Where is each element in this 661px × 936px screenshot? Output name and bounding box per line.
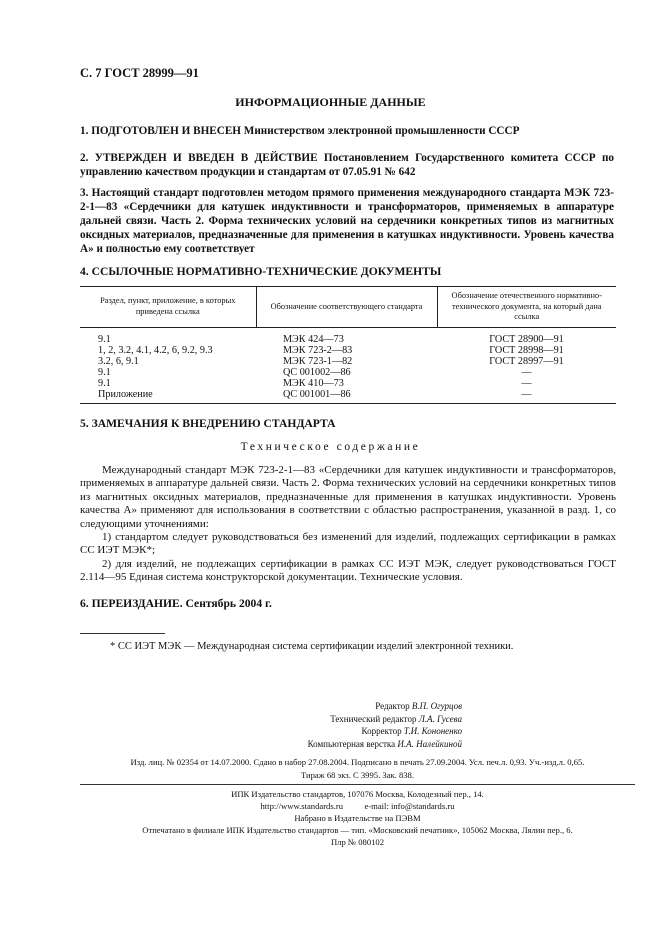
item-number: 5.	[80, 417, 89, 430]
credits-block	[200, 700, 462, 750]
page-header: С. 7 ГОСТ 28999—91	[80, 66, 199, 80]
item-number: 3.	[80, 187, 89, 199]
credit-line	[200, 713, 462, 726]
item-lead: ПОДГОТОВЛЕН И ВНЕСЕН	[91, 125, 241, 137]
column-header: Раздел, пункт, приложение, в которых приведена ссылка	[80, 287, 256, 328]
table-row	[80, 345, 616, 356]
info-item-1	[80, 124, 614, 138]
table-cell: —	[521, 377, 532, 389]
tech-content-title: Техническое содержание	[240, 441, 421, 453]
table-cell: МЭК 424—73	[283, 333, 344, 345]
credit-role: Компьютерная верстка	[307, 738, 396, 749]
imprint-divider	[80, 784, 635, 785]
item-number: 6.	[80, 597, 89, 610]
credit-line	[200, 700, 462, 713]
imprint-line: Изд. лиц. № 02354 от 14.07.2000. Сдано в набор 27.08.2004. Подписано в печать 27.09.2004. Усл. печ.л. 0,93. Уч.-изд.л. 0,65.	[130, 757, 585, 767]
item-text: Сентябрь 2004 г.	[185, 597, 272, 610]
credit-line	[200, 738, 462, 751]
table-row	[80, 378, 616, 389]
credit-name: И.А. Налейкиной	[397, 738, 462, 749]
table-row	[80, 389, 616, 404]
table-cell: 9.1	[98, 377, 111, 389]
publisher-line: ИПК Издательство стандартов, 107076 Москва, Колодезный пер., 14.	[231, 789, 484, 799]
paragraph: Международный стандарт МЭК 723-2-1—83 «Сердечники для катушек индуктивности и трансформаторов, применяемых в аппаратуре дальней связи. Часть 2. Форма технических условий на сердечники конкретных типов из магнитных оксидных материалов, предназначенные для применения в катушках индуктивности. Уровень качества А» применяют для использования в соответствии с областью распространения, указанной в разд. 1, со следующими уточнениями:	[80, 464, 616, 530]
paragraph: 1) стандартом следует руководствоваться без изменений для изделий, подлежащих сертификации в рамках СС ИЭТ МЭК*;	[80, 531, 616, 557]
table-row	[80, 327, 616, 345]
credit-role: Редактор	[375, 701, 410, 711]
footnote-divider	[80, 633, 165, 634]
info-item-4	[80, 265, 614, 279]
item-text: Министерством электронной промышленности СССР	[243, 125, 520, 137]
table-row	[80, 367, 616, 378]
imprint-line: Тираж 68 экз. С 3995. Зак. 838.	[300, 770, 414, 780]
info-item-6	[80, 597, 614, 611]
item-number: 4.	[80, 265, 89, 278]
publisher-line: Плр № 080102	[330, 837, 385, 847]
table-header-row	[80, 287, 616, 328]
credit-name: Т.И. Кононенко	[403, 726, 462, 736]
references-table	[80, 286, 616, 404]
table-row	[80, 356, 616, 367]
table-cell: ГОСТ 28900—91	[489, 333, 564, 345]
table-cell: 9.1	[98, 366, 111, 378]
info-item-5	[80, 417, 614, 431]
publisher-line: http://www.standards.ru e-mail: info@standards.ru	[260, 801, 455, 811]
table-cell: —	[437, 389, 616, 404]
item-lead: ССЫЛОЧНЫЕ НОРМАТИВНО-ТЕХНИЧЕСКИЕ ДОКУМЕНТЫ	[91, 265, 442, 278]
column-header: Обозначение отечественного нормативно-технического документа, на который дана ссылка	[437, 287, 616, 328]
paragraph: 2) для изделий, не подлежащих сертификации в рамках СС ИЭТ МЭК, следует руководствоваться ГОСТ 2.114—95 Единая система конструкторской документации. Технические условия.	[80, 557, 616, 584]
table-cell: Приложение	[80, 389, 256, 404]
table-cell: QC 001002—86	[283, 366, 351, 378]
credit-name: Л.А. Гусева	[418, 713, 462, 724]
item-number: 1.	[80, 125, 89, 137]
table-cell: —	[521, 366, 532, 378]
credit-role: Технический редактор	[330, 713, 417, 724]
table-cell: ГОСТ 28998—91	[489, 344, 564, 356]
footnote: * СС ИЭТ МЭК — Международная система сертификации изделий электронной техники.	[110, 641, 514, 652]
credit-line	[200, 725, 462, 738]
table-cell: 3.2, 6, 9.1	[98, 355, 139, 367]
tech-content-body	[80, 464, 616, 585]
item-lead: ЗАМЕЧАНИЯ К ВНЕДРЕНИЮ СТАНДАРТА	[91, 417, 336, 430]
item-text: Постановлением Государственного комитета СССР по управлению качеством продукции и стандартам от 07.05.91 № 642	[80, 152, 614, 178]
item-number: 2.	[80, 152, 89, 164]
item-lead: ПЕРЕИЗДАНИЕ.	[91, 597, 183, 610]
table-cell: МЭК 410—73	[283, 377, 344, 389]
document-title: ИНФОРМАЦИОННЫЕ ДАННЫЕ	[235, 95, 426, 109]
publisher-line: Набрано в Издательстве на ПЭВМ	[294, 813, 421, 823]
table-cell: QC 001001—86	[256, 389, 437, 404]
credit-role: Корректор	[361, 726, 402, 736]
credit-name: В.П. Огурцов	[411, 701, 462, 711]
publisher-line: Отпечатано в филиале ИПК Издательство стандартов — тип. «Московский печатник», 105062 Москва, Лялин пер., 6.	[142, 825, 573, 835]
table-cell: ГОСТ 28997—91	[489, 355, 564, 367]
table-cell: 9.1	[98, 333, 111, 345]
table-cell: 1, 2, 3.2, 4.1, 4.2, 6, 9.2, 9.3	[98, 344, 213, 356]
info-item-3	[80, 186, 614, 256]
column-header: Обозначение соответствующего стандарта	[256, 287, 437, 328]
table-cell: МЭК 723-2—83	[283, 344, 353, 356]
item-text: Настоящий стандарт подготовлен методом прямого применения международного стандарта МЭК 723-2-1—83 «Сердечники для катушек индуктивности и трансформаторов, применяемых в аппаратуре дальней связи. Часть 2. Форма технических условий на сердечники конкретных типов из магнитных оксидных материалов, предназначенные для применения в катушках индуктивности. Уровень качества А» и полностью ему соответствует	[80, 187, 614, 255]
item-lead: УТВЕРЖДЕН И ВВЕДЕН В ДЕЙСТВИЕ	[94, 152, 318, 164]
table-cell: МЭК 723-1—82	[283, 355, 353, 367]
info-item-2	[80, 151, 614, 179]
